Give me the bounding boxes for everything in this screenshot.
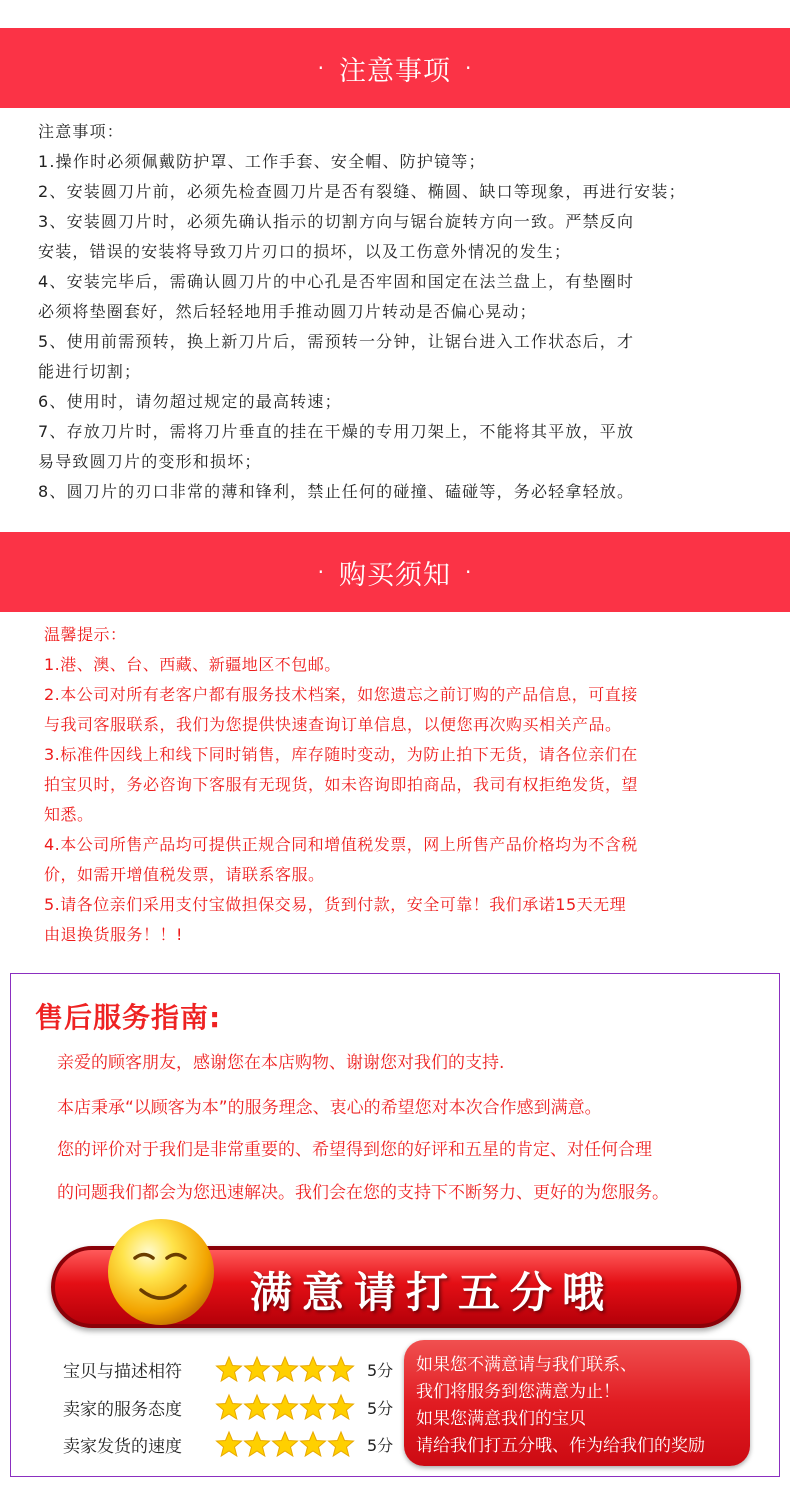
star-icon xyxy=(271,1393,299,1421)
banner-dot-right: · xyxy=(465,56,473,80)
banner-dot-right: · xyxy=(465,560,473,584)
star-icon xyxy=(327,1355,355,1383)
purchase-line: 5.请各位亲们采用支付宝做担保交易，货到付款，安全可靠！我们承诺15天无理 xyxy=(44,895,627,914)
purchase-line: 知悉。 xyxy=(44,805,94,824)
contact-line: 请给我们打五分哦、作为给我们的奖励 xyxy=(416,1436,705,1456)
contact-line: 如果您满意我们的宝贝 xyxy=(416,1409,586,1429)
rating-label: 卖家的服务态度 xyxy=(63,1399,182,1420)
after-sales-service-box xyxy=(10,973,780,1477)
purchase-banner xyxy=(0,532,790,612)
contact-message-box xyxy=(404,1340,750,1466)
star-icon xyxy=(299,1355,327,1383)
star-icon xyxy=(271,1355,299,1383)
service-paragraph: 的问题我们都会为您迅速解决。我们会在您的支持下不断努力、更好的为您服务。 xyxy=(57,1183,669,1203)
notice-line: 易导致圆刀片的变形和损坏； xyxy=(38,452,262,471)
notice-line: 能进行切割； xyxy=(38,362,142,381)
purchase-line: 2.本公司对所有老客户都有服务技术档案，如您遗忘之前订购的产品信息，可直接 xyxy=(44,685,638,704)
star-icon xyxy=(299,1430,327,1458)
notice-line: 必须将垫圈套好，然后轻轻地用手推动圆刀片转动是否偏心晃动； xyxy=(38,302,537,321)
notice-list xyxy=(38,117,768,507)
service-title: 售后服务指南: xyxy=(35,1001,222,1034)
cta-text: 满意请打五分哦 xyxy=(250,1268,615,1317)
rating-label: 卖家发货的速度 xyxy=(63,1436,182,1457)
purchase-banner-title: 购买须知 xyxy=(339,559,451,591)
purchase-line: 与我司客服联系，我们为您提供快速查询订单信息，以便您再次购买相关产品。 xyxy=(44,715,622,734)
purchase-line: 温馨提示： xyxy=(44,625,127,644)
notice-line: 5、使用前需预转，换上新刀片后，需预转一分钟，让锯台进入工作状态后，才 xyxy=(38,332,635,351)
star-icon xyxy=(271,1430,299,1458)
notice-line: 4、安装完毕后，需确认圆刀片的中心孔是否牢固和国定在法兰盘上，有垫圈时 xyxy=(38,272,635,291)
purchase-list xyxy=(44,620,774,950)
star-icon xyxy=(243,1355,271,1383)
service-paragraph: 本店秉承“以顾客为本”的服务理念、衷心的希望您对本次合作感到满意。 xyxy=(57,1098,602,1118)
notice-banner xyxy=(0,28,790,108)
purchase-line: 3.标准件因线上和线下同时销售，库存随时变动，为防止拍下无货，请各位亲们在 xyxy=(44,745,638,764)
star-icon xyxy=(327,1430,355,1458)
rating-row-service-attitude xyxy=(63,1392,393,1422)
banner-dot-left: · xyxy=(317,560,325,584)
notice-banner-title: 注意事项 xyxy=(339,55,451,87)
notice-line: 6、使用时，请勿超过规定的最高转速； xyxy=(38,392,342,411)
star-icon xyxy=(327,1393,355,1421)
contact-line: 我们将服务到您满意为止！ xyxy=(416,1382,620,1402)
star-icon xyxy=(243,1430,271,1458)
banner-dot-left: · xyxy=(317,56,325,80)
rating-value: 5分 xyxy=(367,1435,394,1455)
rating-stars xyxy=(215,1430,355,1458)
service-paragraph: 您的评价对于我们是非常重要的、希望得到您的好评和五星的肯定、对任何合理 xyxy=(57,1140,652,1160)
purchase-line: 由退换货服务！！! xyxy=(44,925,183,944)
star-icon xyxy=(215,1430,243,1458)
purchase-line: 1.港、澳、台、西藏、新疆地区不包邮。 xyxy=(44,655,341,674)
notice-line: 安装，错误的安装将导致刀片刃口的损坏，以及工伤意外情况的发生； xyxy=(38,242,572,261)
notice-line: 8、圆刀片的刃口非常的薄和锋利，禁止任何的碰撞、磕碰等，务必轻拿轻放。 xyxy=(38,482,635,501)
notice-line: 2、安装圆刀片前，必须先检查圆刀片是否有裂缝、椭圆、缺口等现象，再进行安装； xyxy=(38,182,686,201)
notice-line: 1.操作时必须佩戴防护罩、工作手套、安全帽、防护镜等； xyxy=(38,152,486,171)
rating-row-shipping-speed xyxy=(63,1429,393,1459)
rating-label: 宝贝与描述相符 xyxy=(63,1361,182,1382)
purchase-line: 4.本公司所售产品均可提供正规合同和增值税发票，网上所售产品价格均为不含税 xyxy=(44,835,638,854)
rating-stars xyxy=(215,1393,355,1421)
purchase-line: 拍宝贝时，务必咨询下客服有无现货，如未咨询即拍商品，我司有权拒绝发货，望 xyxy=(44,775,639,794)
notice-line: 3、安装圆刀片时，必须先确认指示的切割方向与锯台旋转方向一致。严禁反向 xyxy=(38,212,635,231)
notice-line: 7、存放刀片时，需将刀片垂直的挂在干燥的专用刀架上，不能将其平放，平放 xyxy=(38,422,635,441)
service-paragraph: 亲爱的顾客朋友，感谢您在本店购物、谢谢您对我们的支持. xyxy=(57,1053,505,1073)
rating-value: 5分 xyxy=(367,1360,394,1380)
smiley-face-icon xyxy=(105,1216,217,1328)
star-icon xyxy=(215,1355,243,1383)
purchase-line: 价，如需开增值税发票，请联系客服。 xyxy=(44,865,325,884)
rating-value: 5分 xyxy=(367,1398,394,1418)
star-icon xyxy=(215,1393,243,1421)
notice-line: 注意事项： xyxy=(38,122,125,141)
rating-stars xyxy=(215,1355,355,1383)
contact-line: 如果您不满意请与我们联系、 xyxy=(416,1355,637,1375)
rating-row-description xyxy=(63,1354,393,1384)
star-icon xyxy=(243,1393,271,1421)
star-icon xyxy=(299,1393,327,1421)
